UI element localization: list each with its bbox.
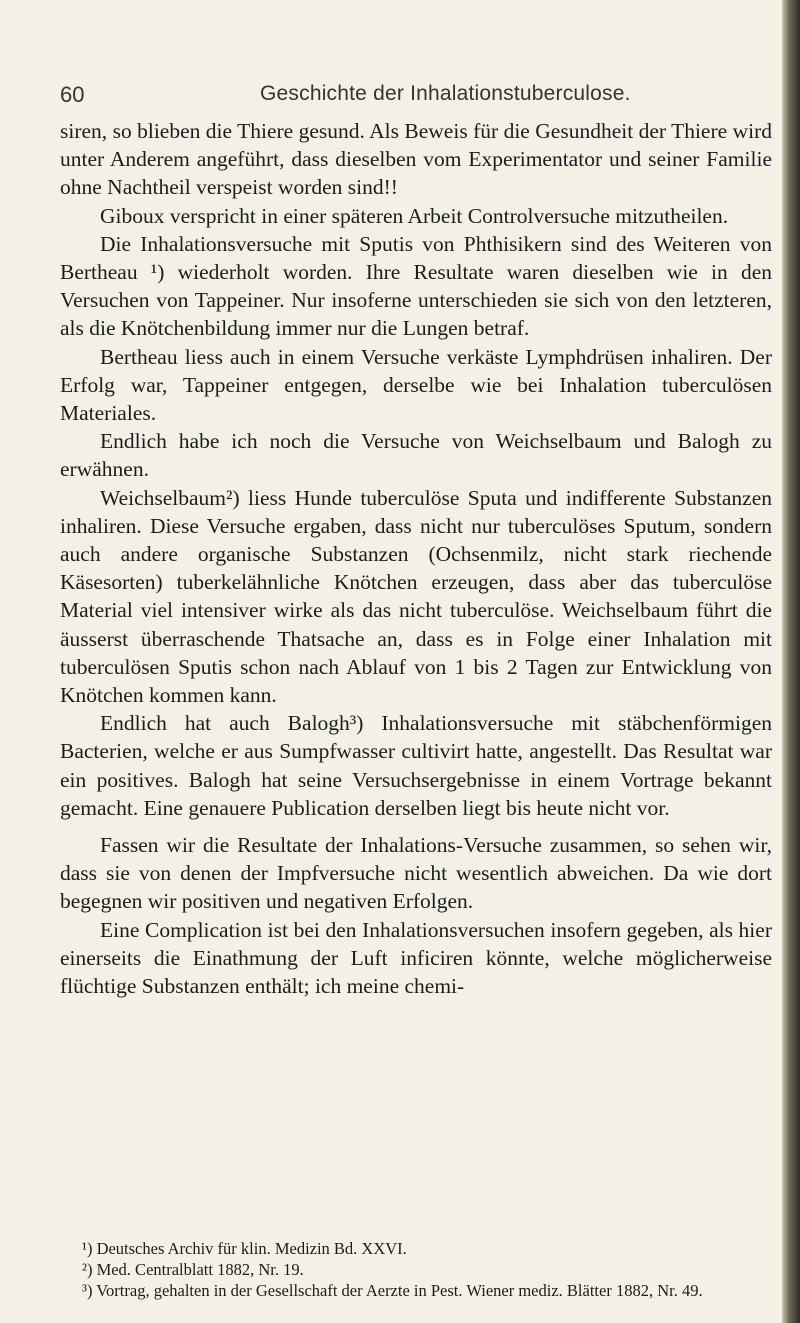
footnote-2: ²) Med. Centralblatt 1882, Nr. 19. [82, 1260, 304, 1279]
footnotes [60, 1238, 772, 1301]
page-number: 60 [60, 82, 85, 107]
page-header [60, 82, 780, 112]
paragraph-9: Eine Complication ist bei den Inhalationsversuchen insofern gegeben, als hier einerseits die Einathmung der Luft inficiren könnte, welche möglicherweise flüchtige Substanzen enthält; ich meine chemi- [60, 917, 772, 999]
footnote-1: ¹) Deutsches Archiv für klin. Medizin Bd. XXVI. [82, 1239, 407, 1258]
paragraph-5: Endlich habe ich noch die Versuche von Weichselbaum und Balogh zu erwähnen. [60, 429, 772, 482]
paragraph-6: Weichselbaum²) liess Hunde tuberculöse Sputa und indifferente Substanzen inhaliren. Diese Versuche ergaben, dass nicht nur tuberculöses Sputum, sondern auch andere organische Substanzen (Ochsenmilz, nicht stark riechende Käsesorten) tuberkelähnliche Knötchen erzeugen, dass aber das tuberculöse Material viel intensiver wirke als das nicht tuberculöse. Weichselbaum führt die äusserst überraschende Thatsache an, dass es in Folge einer Inhalation mit tuberculösen Sputis schon nach Ablauf von 1 bis 2 Tagen zur Entwicklung von Knötchen kommen kann. [60, 485, 772, 708]
running-title: Geschichte der Inhalationstuberculose. [260, 82, 631, 105]
paragraph-8: Fassen wir die Resultate der Inhalations-Versuche zusammen, so sehen wir, dass sie von denen der Impfversuche nicht wesentlich abweichen. Da wie dort begegnen wir positiven und negativen Erfolgen. [60, 833, 772, 914]
footnote-3: ³) Vortrag, gehalten in der Gesellschaft der Aerzte in Pest. Wiener mediz. Blätter 1882, Nr. 49. [82, 1281, 703, 1300]
paragraph-7: Endlich hat auch Balogh³) Inhalationsversuche mit stäbchenförmigen Bacterien, welche er aus Sumpfwasser cultivirt hatte, angestellt. Das Resultat war ein positives. Balogh hat seine Versuchsergebnisse in einem Vortrage bekannt gemacht. Eine genauere Publication derselben liegt bis heute nicht vor. [60, 711, 772, 820]
paragraph-3: Die Inhalationsversuche mit Sputis von Phthisikern sind des Weiteren von Bertheau ¹) wiederholt worden. Ihre Resultate waren dieselben wie in den Versuchen von Tappeiner. Nur insoferne unterschieden sie sich von den letzteren, als die Knötchenbildung immer nur die Lungen betraf. [60, 231, 772, 341]
paragraph-1: siren, so blieben die Thiere gesund. Als Beweis für die Gesundheit der Thiere wird unter Anderem angeführt, dass dieselben vom Experimentator und seiner Familie ohne Nachtheil verspeist worden sind!! [60, 119, 772, 200]
paragraph-2: Giboux verspricht in einer späteren Arbeit Controlversuche mitzutheilen. [100, 203, 729, 228]
body-text [60, 117, 772, 1000]
paragraph-4: Bertheau liess auch in einem Versuche verkäste Lymphdrüsen inhaliren. Der Erfolg war, Tappeiner entgegen, derselbe wie bei Inhalation tuberculösen Materiales. [60, 344, 772, 426]
book-binding-edge [782, 0, 800, 1323]
